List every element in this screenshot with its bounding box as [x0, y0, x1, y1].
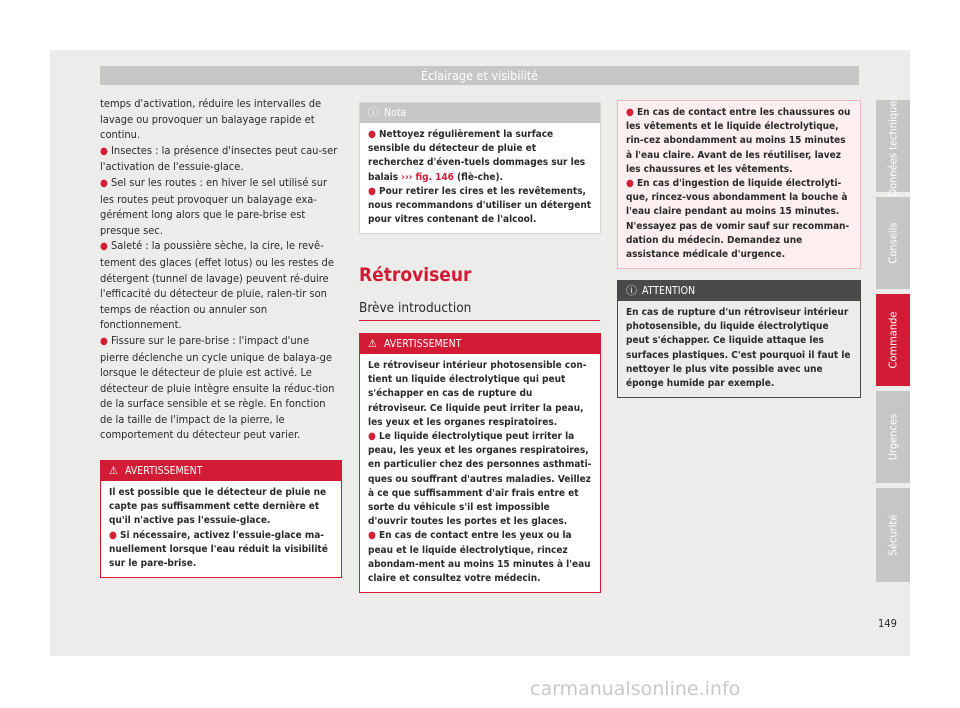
attention-header: ⓘ ATTENTION	[618, 281, 860, 301]
warning-body: Il est possible que le détecteur de pluie ne capte pas suffisamment cette dernière et qu'il n'active pas l'essuie-glace. ● Si nécessaire, activez l'essuie-glace ma-nuellement lorsque l'eau réduit la visibilité sur le pare-brise.	[101, 481, 341, 577]
sidebar-tab-urgences[interactable]: Urgences	[876, 391, 910, 483]
section-title: Rétroviseur	[359, 264, 472, 286]
list-item: ● En cas d'ingestion de liquide électrolyti-que, rincez-vous abondamment la bouche à l'eau claire pendant au moins 15 minutes. N'essayez pas de vomir sauf sur recomman-dation du médecin. Demandez une assistance médicale d'urgence.	[626, 178, 850, 261]
subsection-title: Brève introduction	[359, 300, 600, 321]
warning-header: ⚠ AVERTISSEMENT	[101, 461, 341, 481]
warning-triangle-icon: ⚠	[368, 337, 377, 350]
intro-paragraph: temps d'activation, réduire les intervalles de lavage ou provoquer un balayage rapide et continu.	[100, 97, 322, 142]
warning-header: ⚠ AVERTISSEMENT	[360, 334, 600, 354]
page-header: Éclairage et visibilité	[100, 66, 859, 85]
list-item: ● Insectes : la présence d'insectes peut cau-ser l'activation de l'essuie-glace.	[100, 143, 338, 174]
sidebar-tab-commande[interactable]: Commande	[876, 294, 910, 386]
watermark: carmanualsonline.info	[530, 678, 741, 700]
warning-continued-body	[618, 101, 860, 268]
list-item: ● Si nécessaire, activez l'essuie-glace ma-nuellement lorsque l'eau réduit la visibilité sur le pare-brise.	[109, 529, 328, 570]
bullet-icon: ●	[368, 129, 376, 140]
warning-box-rain-sensor	[100, 460, 342, 578]
note-body	[360, 123, 600, 233]
sidebar-tab-conseils[interactable]: Conseils	[876, 197, 910, 289]
attention-box	[617, 280, 861, 398]
bullet-icon: ●	[626, 107, 634, 118]
list-item: ● Nettoyez régulièrement la surface sensible du détecteur de pluie et recherchez d'éven-tuels dommages sur les balais ››› fig. 146 (flè-che).	[368, 129, 586, 183]
list-item: ● Le liquide électrolytique peut irriter la peau, les yeux et les organes respiratoires, en particulier chez des personnes asthmati-ques ou souffrant d'autres maladies. Veillez à ce que suffisamment d'air frais entre et sorte du véhicule s'il est impossible d'ouvrir toutes les portes et les glaces.	[368, 431, 592, 528]
attention-body: En cas de rupture d'un rétroviseur intérieur photosensible, du liquide électrolytique peut s'échapper. Ce liquide attaque les surfaces plastiques. C'est pourquoi il faut le nettoyer le plus vite possible avec une éponge humide par exemple.	[626, 307, 851, 390]
warning-continued-box	[617, 100, 861, 269]
bullet-icon: ●	[109, 529, 117, 541]
note-box	[359, 102, 601, 234]
sidebar-tab-securite[interactable]: Sécurité	[876, 488, 910, 582]
bullet-icon: ●	[368, 530, 376, 542]
bullet-icon: ●	[368, 185, 376, 197]
list-item: ● En cas de contact entre les chaussures ou les vêtements et le liquide électrolytique, rin-cez abondamment au moins 15 minutes à l'eau claire. Avant de les réutiliser, lavez les chaussures et les vêtements.	[626, 107, 851, 175]
sidebar-tab-donnees-techniques[interactable]: Données techniques	[876, 100, 910, 192]
page-number: 149	[878, 617, 897, 630]
bullet-icon: ●	[100, 335, 108, 347]
bullet-icon: ●	[368, 431, 376, 443]
figure-reference-link[interactable]: ››› fig. 146	[401, 171, 454, 183]
column-1	[100, 96, 341, 443]
note-header: ⓘ Nota	[360, 103, 600, 123]
list-item: ● Saleté : la poussière sèche, la cire, le revê-tement des glaces (effet lotus) ou les restes de détergent (tunnel de lavage) peuvent ré-duire l'efficacité du détecteur de pluie, ralen-tir son temps de réaction ou annuler son fonctionnement.	[100, 239, 334, 332]
exclamation-circle-icon: ⓘ	[626, 284, 637, 297]
list-item: ● Pour retirer les cires et les revêtements, nous recommandons d'utiliser un détergent pour vitres contenant de l'alcool.	[368, 185, 592, 226]
list-item: ● En cas de contact entre les yeux ou la peau et le liquide électrolytique, rincez abondam-ment au moins 15 minutes à l'eau claire et consultez votre médecin.	[368, 530, 591, 585]
bullet-icon: ●	[100, 177, 108, 189]
list-item: ● Fissure sur le pare-brise : l'impact d'une pierre déclenche un cycle unique de balaya-ge lorsque le détecteur de pluie est activé. Le détecteur de pluie intègre ensuite la réduc-tion de la surface sensible et se règle. En fonction de la taille de l'impact de la pierre, le comportement du détecteur peut varier.	[100, 333, 335, 442]
bullet-icon: ●	[100, 145, 108, 157]
info-icon: ⓘ	[368, 106, 379, 119]
warning-box-mirror	[359, 333, 601, 593]
bullet-icon: ●	[100, 241, 108, 253]
bullet-icon: ●	[626, 178, 634, 190]
warning-triangle-icon: ⚠	[109, 464, 118, 477]
list-item: ● Sel sur les routes : en hiver le sel utilisé sur les routes peut provoquer un balayage exa-gérément long alors que le pare-brise est presque sec.	[100, 175, 328, 237]
warning-body: Le rétroviseur intérieur photosensible con-tient un liquide électrolytique qui peut s'échapper en cas de rupture du rétroviseur. Ce liquide peut irriter la peau, les yeux et les organes respiratoires. ● Le liquide électrolytique peut irriter la peau, les yeux et les organes respiratoires, en particulier chez des personnes asthmati-ques ou souffrant d'autres maladies. Veillez à ce que suffisamment d'air frais entre et sorte du véhicule s'il est impossible d'ouvrir toutes les portes et les glaces. ● En cas de contact entre les yeux ou la peau et le liquide électrolytique, rincez abondam-ment au moins 15 minutes à l'eau claire et consultez votre médecin.	[360, 354, 600, 592]
